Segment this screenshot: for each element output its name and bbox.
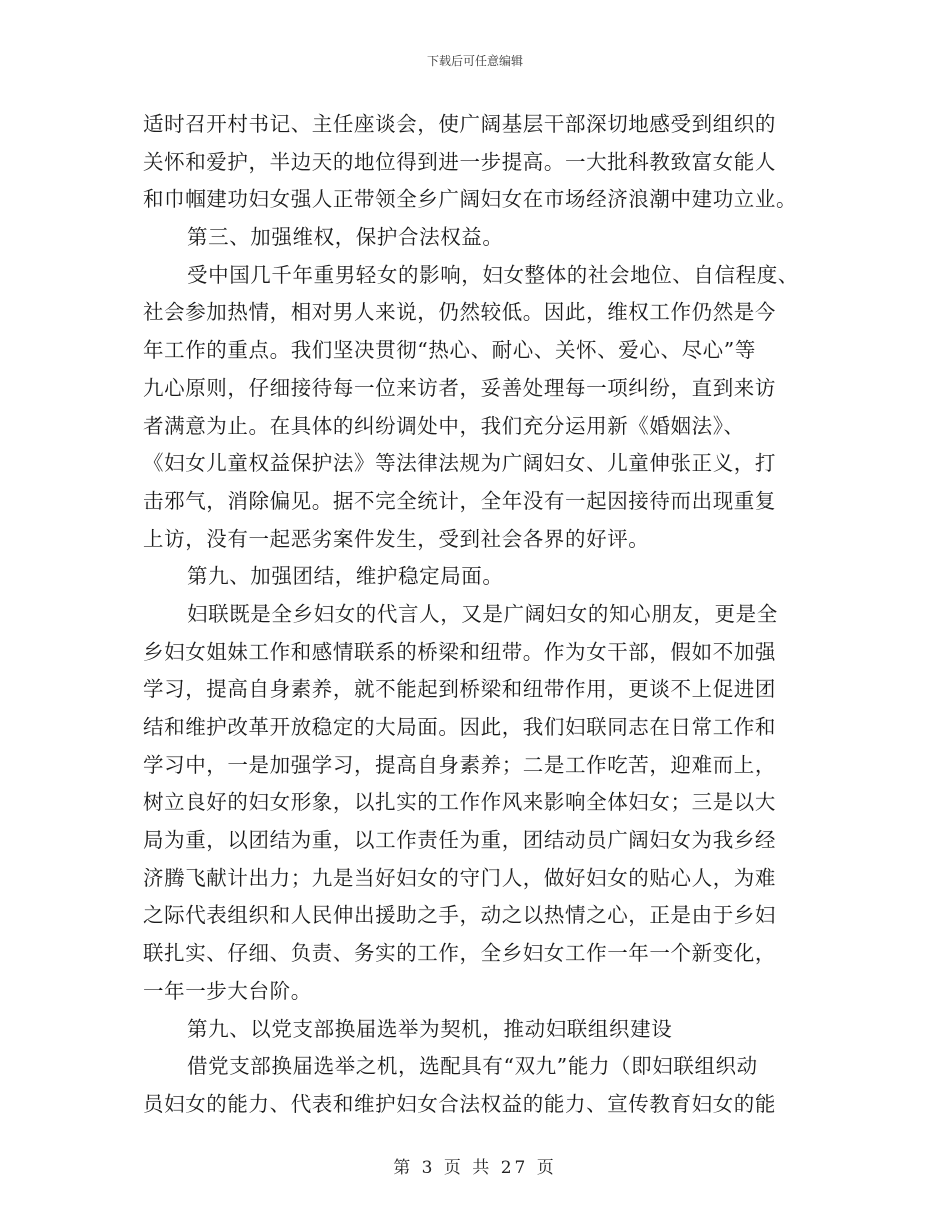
text-line: 学习，提高自身素养，就不能起到桥梁和纽带作用，更谈不上促进团: [143, 677, 776, 702]
text-line: 九心原则，仔细接待每一位来访者，妥善处理每一项纠纷，直到来访: [143, 375, 776, 400]
text-line: 和巾帼建功妇女强人正带领全乡广阔妇女在市场经济浪潮中建功立业。: [143, 187, 798, 212]
text-line: 结和维护改革开放稳定的大局面。因此，我们妇联同志在日常工作和: [143, 715, 776, 739]
text-line: 上访，没有一起恶劣案件发生，受到社会各界的好评。: [143, 526, 650, 551]
text-line: 击邪气，消除偏见。据不完全统计，全年没有一起因接待而出现重复: [143, 488, 776, 513]
text-line: 局为重，以团结为重，以工作责任为重，团结动员广阔妇女为我乡经: [143, 828, 776, 853]
text-line: 者满意为止。在具体的纠纷调处中，我们充分运用新《婚姻法》、: [143, 413, 745, 438]
header-note: 下载后可任意编辑: [426, 54, 523, 68]
text-line: 一年一步大台阶。: [143, 978, 312, 1003]
text-line: 学习中，一是加强学习，提高自身素养；二是工作吃苦，迎难而上，: [143, 752, 776, 777]
text-line: 受中国几千年重男轻女的影响，妇女整体的社会地位、自信程度、: [187, 262, 799, 287]
text-line: 《妇女儿童权益保护法》等法律法规为广阔妇女、儿童伸张正义，打: [143, 451, 776, 476]
page-number-footer: 第 3 页 共 27 页: [393, 1158, 557, 1178]
text-line: 之际代表组织和人民伸出援助之手，动之以热情之心，正是由于乡妇: [143, 903, 776, 928]
text-line: 树立良好的妇女形象，以扎实的工作作风来影响全体妇女；三是以大: [143, 790, 776, 815]
text-line: 第九、加强团结，维护稳定局面。: [187, 564, 504, 589]
text-line: 济腾飞献计出力；九是当好妇女的守门人，做好妇女的贴心人，为难: [143, 865, 776, 890]
text-line: 关怀和爱护，半边天的地位得到进一步提高。一大批科教致富女能人: [143, 149, 776, 174]
body-text: [143, 106, 813, 1124]
text-line: 借党支部换届选举之机，选配具有“双九”能力（即妇联组织动: [187, 1054, 758, 1079]
text-line: 妇联既是全乡妇女的代言人，又是广阔妇女的知心朋友，更是全: [187, 601, 778, 626]
text-line: 适时召开村书记、主任座谈会，使广阔基层干部深切地感受到组织的: [143, 112, 776, 136]
text-line: 乡妇女姐妹工作和感情联系的桥梁和纽带。作为女干部，假如不加强: [143, 639, 776, 664]
text-line: 第九、以党支部换届选举为契机，推动妇联组织建设: [187, 1016, 673, 1041]
text-line: 社会参加热情，相对男人来说，仍然较低。因此，维权工作仍然是今: [143, 300, 776, 325]
text-line: 第三、加强维权，保护合法权益。: [187, 225, 504, 250]
text-line: 员妇女的能力、代表和维护妇女合法权益的能力、宣传教育妇女的能: [143, 1091, 776, 1116]
text-line: 联扎实、仔细、负责、务实的工作，全乡妇女工作一年一个新变化，: [143, 941, 776, 966]
text-line: 年工作的重点。我们坚决贯彻“热心、耐心、关怀、爱心、尽心”等: [143, 338, 756, 363]
